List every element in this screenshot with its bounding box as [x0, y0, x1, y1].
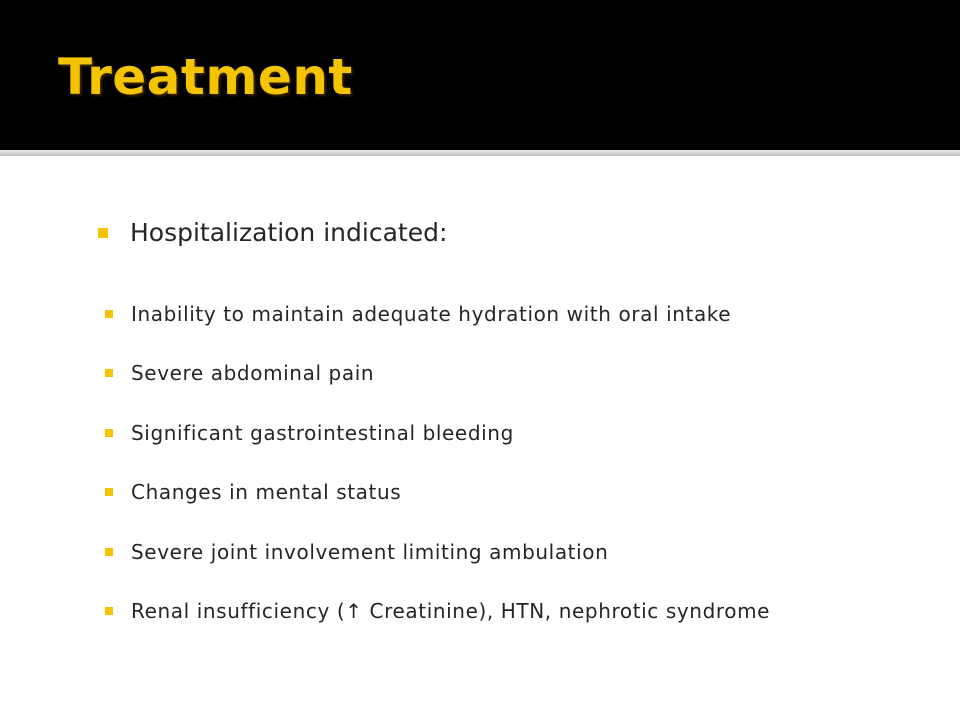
- square-bullet-icon: [105, 488, 113, 496]
- slide-content: [0, 156, 960, 720]
- slide-title: Treatment: [58, 48, 353, 106]
- list-item: [105, 463, 770, 523]
- list-item-text: Severe abdominal pain: [131, 361, 375, 386]
- list-item: [105, 284, 770, 344]
- list-item-text: Changes in mental status: [131, 480, 402, 505]
- list-item-text: Severe joint involvement limiting ambulation: [131, 539, 609, 564]
- list-item: [105, 344, 770, 404]
- list-item: [105, 522, 770, 582]
- list-item-text: Significant gastrointestinal bleeding: [131, 420, 514, 445]
- list-item-text: Renal insufficiency (↑ Creatinine), HTN, nephrotic syndrome: [131, 599, 771, 624]
- square-bullet-icon: [105, 548, 113, 556]
- square-bullet-icon: [105, 369, 113, 377]
- sub-bullet-list: [105, 284, 770, 641]
- square-bullet-icon: [105, 310, 113, 318]
- square-bullet-icon: [98, 228, 108, 238]
- square-bullet-icon: [105, 429, 113, 437]
- list-item-text: Inability to maintain adequate hydration with oral intake: [131, 301, 732, 326]
- list-item: [105, 403, 770, 463]
- square-bullet-icon: [105, 607, 113, 615]
- heading-text: Hospitalization indicated:: [130, 218, 448, 247]
- title-bar: [0, 0, 960, 150]
- list-item: [105, 582, 770, 642]
- bullet-heading: [98, 218, 447, 247]
